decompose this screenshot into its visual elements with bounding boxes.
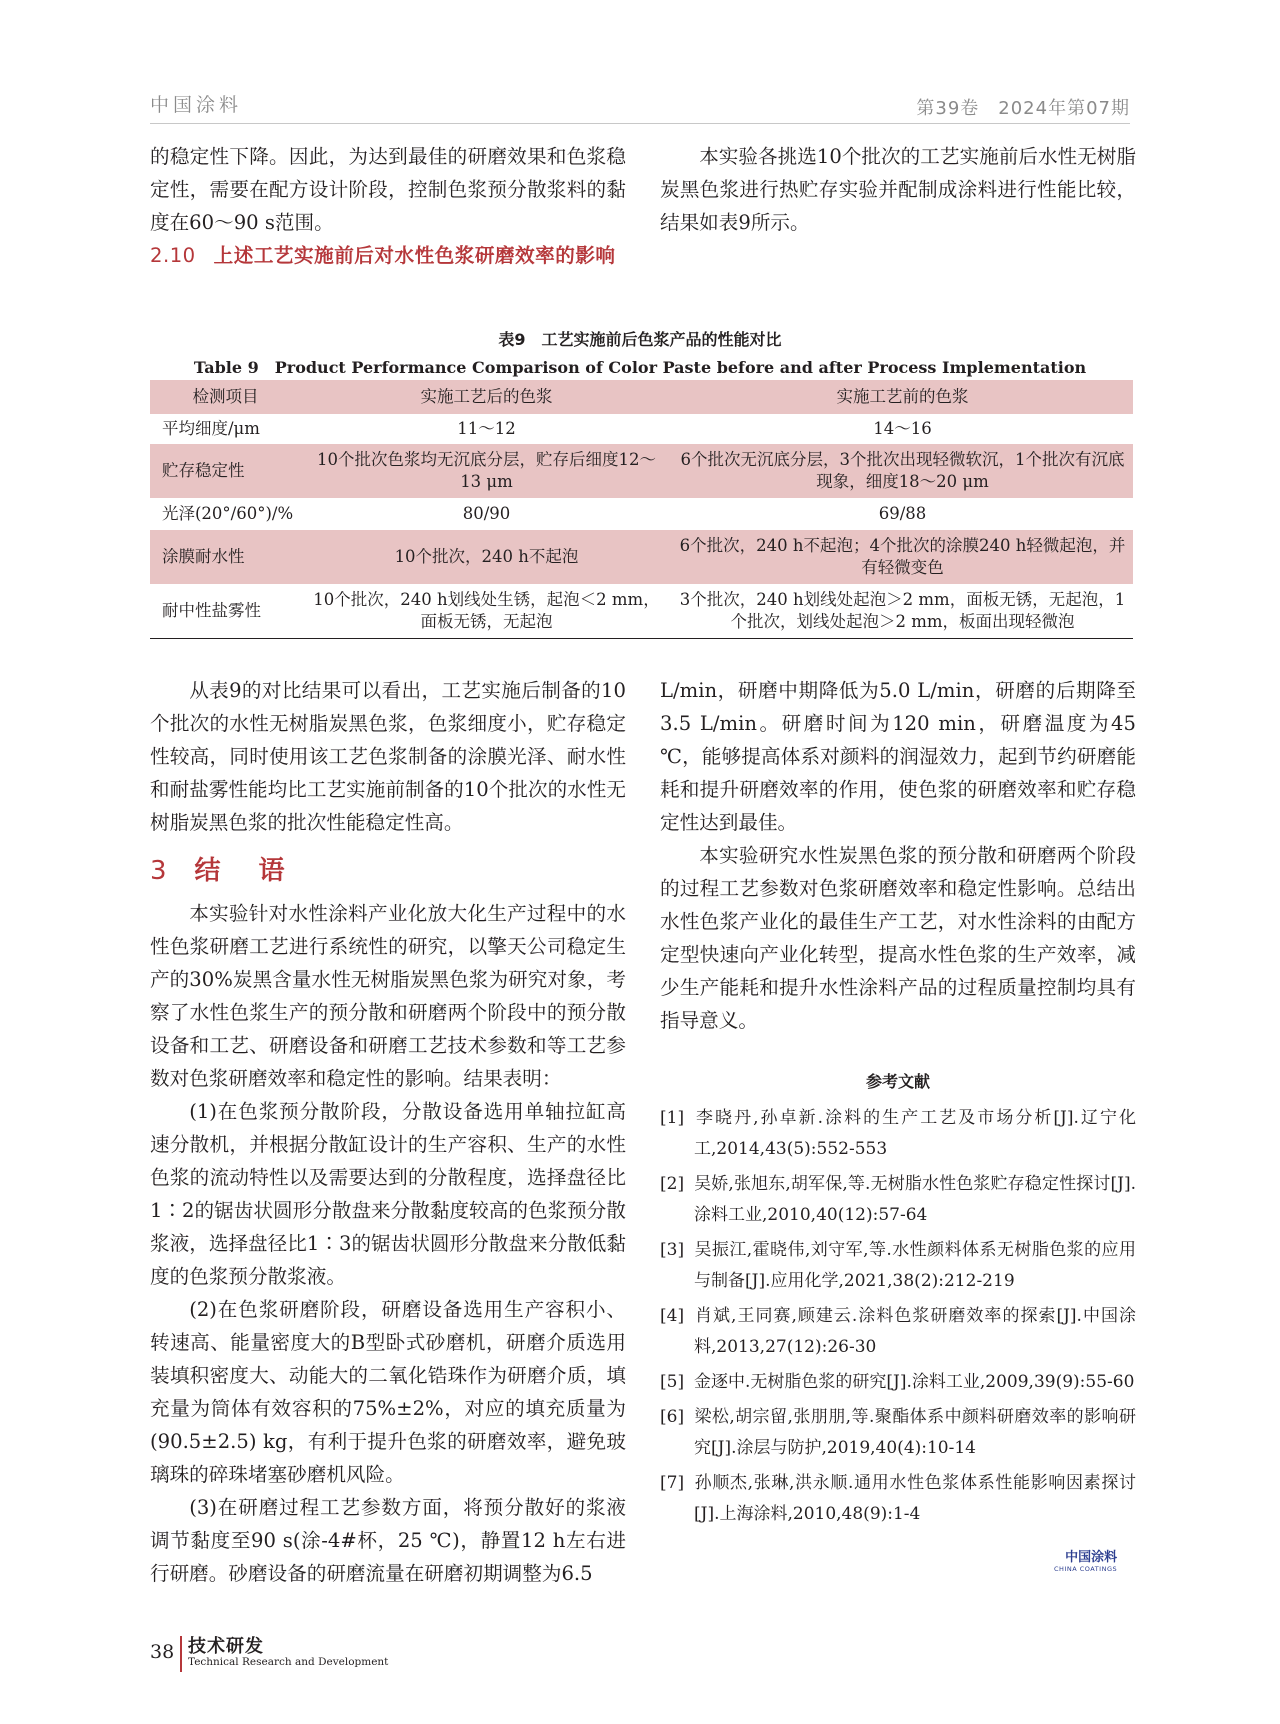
table-header-row xyxy=(150,380,1133,414)
footer-divider xyxy=(180,1636,182,1672)
reference-text: 吴振江,霍晓伟,刘守军,等.水性颜料体系无树脂色浆的应用与制备[J].应用化学,2021,38(2):212-219 xyxy=(694,1240,1136,1291)
right-column xyxy=(660,674,1136,1534)
top-right-column xyxy=(660,140,1136,239)
paragraph: (2)在色浆研磨阶段，研磨设备选用生产容积小、转速高、能量密度大的B型卧式砂磨机，研磨介质选用装填积密度大、动能大的二氧化锆珠作为研磨介质，填充量为筒体有效容积的75%±2%，对应的填充质量为(90.5±2.5) kg，有利于提升色浆的研磨效率，避免玻璃珠的碎珠堵塞砂磨机风险。 xyxy=(150,1298,626,1486)
paragraph: L/min，研磨中期降低为5.0 L/min，研磨的后期降至3.5 L/min。研磨时间为120 min，研磨温度为45 ℃，能够提高体系对颜料的润湿效力，起到节约研磨能耗和提升研磨效率的作用，使色浆的研磨效率和贮存稳定性达到最佳。 xyxy=(660,679,1136,834)
table-cell: 耐中性盐雾性 xyxy=(150,584,301,638)
reference-item xyxy=(660,1103,1136,1165)
journal-name: 中国涂料 xyxy=(150,94,243,116)
reference-text: 李晓丹,孙卓新.涂料的生产工艺及市场分析[J].辽宁化工,2014,43(5):552-553 xyxy=(694,1108,1136,1159)
section-title: 上述工艺实施前后对水性色浆研磨效率的影响 xyxy=(213,244,616,267)
table-row xyxy=(150,530,1133,584)
table-cell: 3个批次，240 h划线处起泡＞2 mm，面板无锈，无起泡，1个批次，划线处起泡＞2 mm，板面出现轻微泡 xyxy=(672,584,1133,638)
reference-text: 吴娇,张旭东,胡军保,等.无树脂水性色浆贮存稳定性探讨[J].涂料工业,2010,40(12):57-64 xyxy=(694,1174,1136,1225)
reference-text: 金逐中.无树脂色浆的研究[J].涂料工业,2009,39(9):55-60 xyxy=(694,1372,1135,1392)
china-coatings-logo xyxy=(1054,1551,1117,1573)
section-number: 2.10 xyxy=(150,244,196,267)
reference-item xyxy=(660,1235,1136,1297)
reference-number: [3] xyxy=(660,1240,685,1260)
reference-number: [2] xyxy=(660,1174,685,1194)
footer-section-cn: 技术研发 xyxy=(188,1636,264,1657)
paragraph: (1)在色浆预分散阶段，分散设备选用单轴拉缸高速分散机，并根据分散缸设计的生产容积、生产的水性色浆的流动特性以及需要达到的分散程度，选择盘径比1∶2的锯齿状圆形分散盘来分散黏度较高的色浆预分散浆液，选择盘径比1∶3的锯齿状圆形分散盘来分散低黏度的色浆预分散浆液。 xyxy=(150,1100,626,1288)
table-header-cell: 实施工艺前的色浆 xyxy=(672,380,1133,414)
reference-item xyxy=(660,1301,1136,1363)
reference-item xyxy=(660,1367,1136,1398)
table-row xyxy=(150,414,1133,444)
table-caption-en: Table 9 Product Performance Comparison of Color Paste before and after Process Implementation xyxy=(193,358,1087,377)
paragraph: 从表9的对比结果可以看出，工艺实施后制备的10个批次的水性无树脂炭黑色浆，色浆细度小，贮存稳定性较高，同时使用该工艺色浆制备的涂膜光泽、耐水性和耐盐雾性能均比工艺实施前制备的10个批次的水性无树脂炭黑色浆的批次性能稳定性高。 xyxy=(150,679,626,834)
table-caption-cn: 表9 工艺实施前后色浆产品的性能对比 xyxy=(498,330,782,349)
header-divider xyxy=(150,123,1130,124)
reference-number: [6] xyxy=(660,1407,685,1427)
table-cell: 14～16 xyxy=(873,419,932,438)
performance-table xyxy=(150,380,1133,639)
paragraph: 本实验研究水性炭黑色浆的预分散和研磨两个阶段的过程工艺参数对色浆研磨效率和稳定性影响。总结出水性色浆产业化的最佳生产工艺，对水性涂料的由配方定型快速向产业化转型，提高水性色浆的生产效率，减少生产能耗和提升水性涂料产品的过程质量控制均具有指导意义。 xyxy=(660,844,1136,1032)
section-title: 结 语 xyxy=(194,856,291,886)
paragraph: 的稳定性下降。因此，为达到最佳的研磨效果和色浆稳定性，需要在配方设计阶段，控制色浆预分散浆料的黏度在60～90 s范围。 xyxy=(150,145,626,234)
table-row xyxy=(150,444,1133,498)
table-header-cell: 检测项目 xyxy=(150,380,301,414)
reference-number: [7] xyxy=(660,1473,685,1493)
table-header-cell: 实施工艺后的色浆 xyxy=(301,380,672,414)
table-cell: 贮存稳定性 xyxy=(162,461,245,480)
reference-number: [4] xyxy=(660,1306,685,1326)
table-row xyxy=(150,584,1133,638)
reference-number: [5] xyxy=(660,1372,685,1392)
table-cell: 6个批次无沉底分层，3个批次出现轻微软沉，1个批次有沉底现象，细度18～20 μm xyxy=(680,450,1125,491)
logo-cn: 中国涂料 xyxy=(1065,1550,1118,1565)
reference-text: 孙顺杰,张琳,洪永顺.通用水性色浆体系性能影响因素探讨[J].上海涂料,2010,48(9):1-4 xyxy=(694,1473,1136,1524)
section-heading-3 xyxy=(150,851,626,891)
table-cell: 10个批次，240 h划线处生锈，起泡＜2 mm，面板无锈，无起泡 xyxy=(301,584,672,638)
table-cell: 80/90 xyxy=(462,504,511,523)
paragraph: 本实验针对水性涂料产业化放大化生产过程中的水性色浆研磨工艺进行系统性的研究，以擎天公司稳定生产的30%炭黑含量水性无树脂炭黑色浆为研究对象，考察了水性色浆生产的预分散和研磨两个阶段中的预分散设备和工艺、研磨设备和研磨工艺技术参数和等工艺参数对色浆研磨效率和稳定性的影响。结果表明： xyxy=(150,902,626,1090)
table-cell: 光泽(20°/60°)/% xyxy=(162,504,294,523)
table-row xyxy=(150,498,1133,530)
left-column xyxy=(150,674,626,1590)
table-cell: 6个批次，240 h不起泡；4个批次的涂膜240 h轻微起泡，并有轻微变色 xyxy=(679,536,1126,577)
table-cell: 10个批次，240 h不起泡 xyxy=(394,547,579,566)
reference-number: [1] xyxy=(660,1108,685,1128)
table-cell: 69/88 xyxy=(878,504,927,523)
table-cell: 涂膜耐水性 xyxy=(162,547,245,566)
section-heading-2-10 xyxy=(150,239,626,272)
top-left-column xyxy=(150,140,626,272)
page-number: 38 xyxy=(150,1641,175,1663)
section-number: 3 xyxy=(150,856,173,886)
table-cell: 10个批次色浆均无沉底分层，贮存后细度12～13 μm xyxy=(317,450,656,491)
reference-list xyxy=(660,1103,1136,1530)
references-heading: 参考文献 xyxy=(865,1072,930,1091)
reference-item xyxy=(660,1468,1136,1530)
table-cell: 11～12 xyxy=(457,419,516,438)
footer-section-en: Technical Research and Development xyxy=(188,1656,389,1668)
reference-item xyxy=(660,1402,1136,1464)
paragraph: 本实验各挑选10个批次的工艺实施前后水性无树脂炭黑色浆进行热贮存实验并配制成涂料进行性能比较，结果如表9所示。 xyxy=(660,145,1136,234)
volume-issue: 第39卷 2024年第07期 xyxy=(916,98,1130,119)
reference-text: 肖斌,王同赛,顾建云.涂料色浆研磨效率的探索[J].中国涂料,2013,27(12):26-30 xyxy=(694,1306,1136,1357)
table-cell: 平均细度/μm xyxy=(162,419,260,438)
paragraph: (3)在研磨过程工艺参数方面，将预分散好的浆液调节黏度至90 s(涂-4#杯，25 ℃)，静置12 h左右进行研磨。砂磨设备的研磨流量在研磨初期调整为6.5 xyxy=(150,1496,626,1585)
reference-text: 梁松,胡宗留,张朋朋,等.聚酯体系中颜料研磨效率的影响研究[J].涂层与防护,2019,40(4):10-14 xyxy=(694,1407,1136,1458)
reference-item xyxy=(660,1169,1136,1231)
logo-en: CHINA COATINGS xyxy=(1054,1565,1118,1573)
